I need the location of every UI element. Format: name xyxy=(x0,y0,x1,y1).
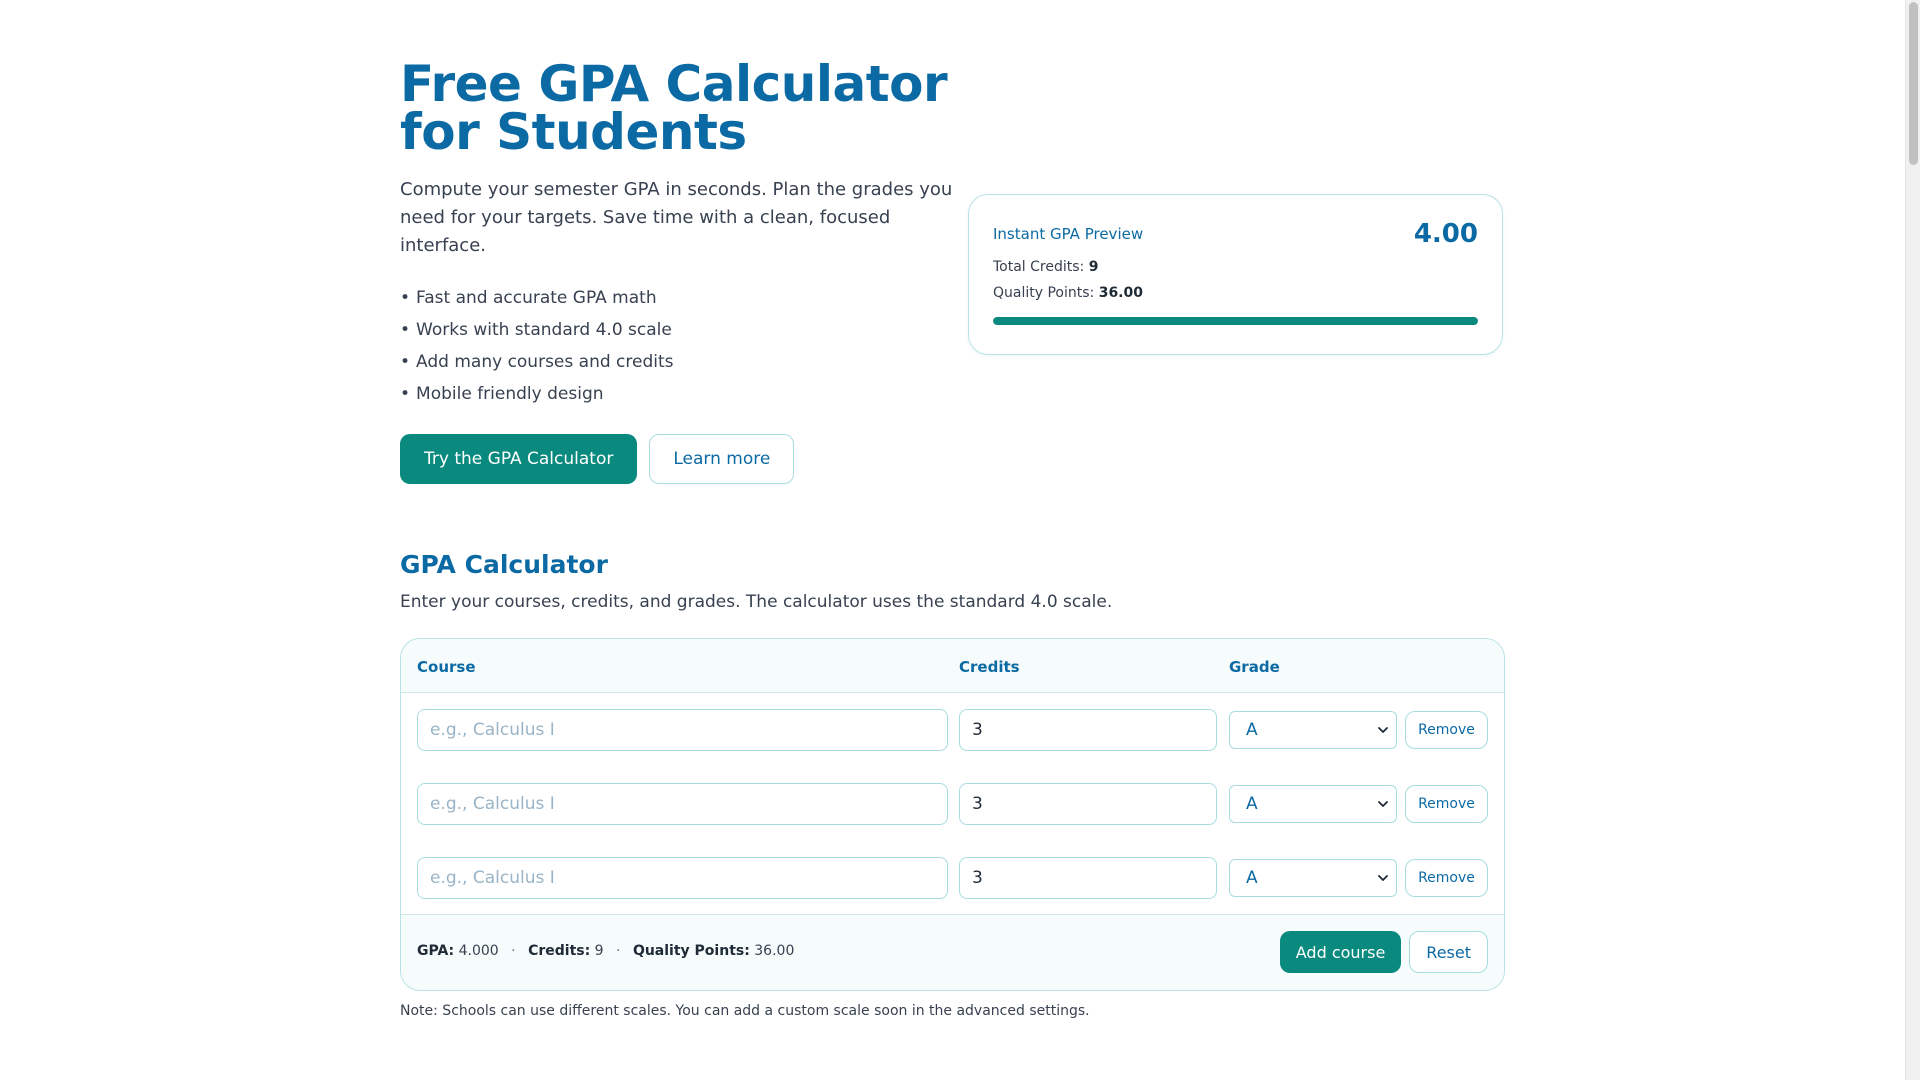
vertical-scrollbar[interactable] xyxy=(1905,0,1920,1080)
course-row xyxy=(401,709,1504,751)
remove-course-button[interactable]: Remove xyxy=(1405,859,1488,897)
grade-select[interactable] xyxy=(1229,711,1397,749)
remove-course-button[interactable]: Remove xyxy=(1405,711,1488,749)
feature-item xyxy=(400,378,960,410)
gpa-progress-bar xyxy=(993,317,1478,325)
summary-credits-label: Credits: xyxy=(528,943,591,959)
bullet: • xyxy=(400,384,411,404)
hero-section xyxy=(400,0,1505,500)
hero-left xyxy=(400,55,960,484)
quality-points-label: Quality Points: xyxy=(993,285,1095,301)
feature-item xyxy=(400,314,960,346)
preview-total-credits xyxy=(993,259,1478,275)
gpa-summary xyxy=(417,943,794,959)
calculator-title: GPA Calculator xyxy=(400,550,608,579)
remove-course-button[interactable]: Remove xyxy=(1405,785,1488,823)
preview-header xyxy=(993,219,1478,249)
credits-input[interactable] xyxy=(959,783,1217,825)
feature-text: Mobile friendly design xyxy=(416,384,604,404)
feature-text: Add many courses and credits xyxy=(416,352,674,372)
credits-input[interactable] xyxy=(959,709,1217,751)
gpa-preview-card xyxy=(968,194,1503,355)
feature-item xyxy=(400,282,960,314)
table-header xyxy=(401,639,1504,693)
summary-separator: · xyxy=(511,943,516,959)
hero-subtitle: Compute your semester GPA in seconds. Plan the grades you need for your targets. Save time with a clean, focused interface. xyxy=(400,179,953,256)
bullet: • xyxy=(400,320,411,340)
page-title: Free GPA Calculator for Students xyxy=(400,55,948,161)
grade-select[interactable] xyxy=(1229,859,1397,897)
grade-select[interactable] xyxy=(1229,785,1397,823)
calculator-footer xyxy=(401,914,1504,990)
scrollbar-thumb[interactable] xyxy=(1909,2,1918,165)
grade-selected-value: A xyxy=(1246,868,1258,888)
preview-gpa-value: 4.00 xyxy=(1413,219,1478,249)
summary-gpa-value: 4.000 xyxy=(458,943,499,959)
course-row xyxy=(401,783,1504,825)
quality-points-value: 36.00 xyxy=(1098,285,1143,301)
total-credits-value: 9 xyxy=(1088,259,1099,275)
course-name-input[interactable] xyxy=(417,709,948,751)
column-header-grade: Grade xyxy=(1229,658,1280,676)
course-rows xyxy=(401,693,1504,916)
preview-quality-points xyxy=(993,285,1478,301)
preview-label: Instant GPA Preview xyxy=(993,225,1144,243)
grade-selected-value: A xyxy=(1246,720,1258,740)
feature-text: Works with standard 4.0 scale xyxy=(416,320,672,340)
main-container xyxy=(400,0,1505,1019)
feature-text: Fast and accurate GPA math xyxy=(416,288,657,308)
chevron-down-icon xyxy=(1376,871,1390,885)
gpa-progress-fill xyxy=(993,317,1478,325)
summary-quality-points-label: Quality Points: xyxy=(632,943,750,959)
summary-quality-points-value: 36.00 xyxy=(754,943,795,959)
chevron-down-icon xyxy=(1376,723,1390,737)
calculator-section xyxy=(400,548,1505,1019)
calculator-actions xyxy=(1280,931,1488,973)
total-credits-label: Total Credits: xyxy=(993,259,1085,275)
column-header-course: Course xyxy=(417,658,476,676)
reset-button[interactable]: Reset xyxy=(1409,931,1488,973)
feature-list xyxy=(400,282,960,410)
hero-actions xyxy=(400,434,960,484)
course-name-input[interactable] xyxy=(417,783,948,825)
grade-selected-value: A xyxy=(1246,794,1258,814)
course-name-input[interactable] xyxy=(417,857,948,899)
credits-input[interactable] xyxy=(959,857,1217,899)
course-row xyxy=(401,857,1504,899)
try-calculator-button[interactable]: Try the GPA Calculator xyxy=(400,434,637,484)
summary-gpa-label: GPA: xyxy=(417,943,455,959)
feature-item xyxy=(400,346,960,378)
add-course-button[interactable]: Add course xyxy=(1280,931,1402,973)
scale-note: Note: Schools can use different scales. You can add a custom scale soon in the advanced settings. xyxy=(400,1003,1090,1019)
calculator-card xyxy=(400,638,1505,991)
learn-more-button[interactable]: Learn more xyxy=(649,434,794,484)
chevron-down-icon xyxy=(1376,797,1390,811)
summary-separator: · xyxy=(616,943,621,959)
bullet: • xyxy=(400,288,411,308)
summary-credits-value: 9 xyxy=(594,943,604,959)
calculator-description: Enter your courses, credits, and grades. The calculator uses the standard 4.0 scale. xyxy=(400,592,1113,612)
bullet: • xyxy=(400,352,411,372)
column-header-credits: Credits xyxy=(959,658,1020,676)
